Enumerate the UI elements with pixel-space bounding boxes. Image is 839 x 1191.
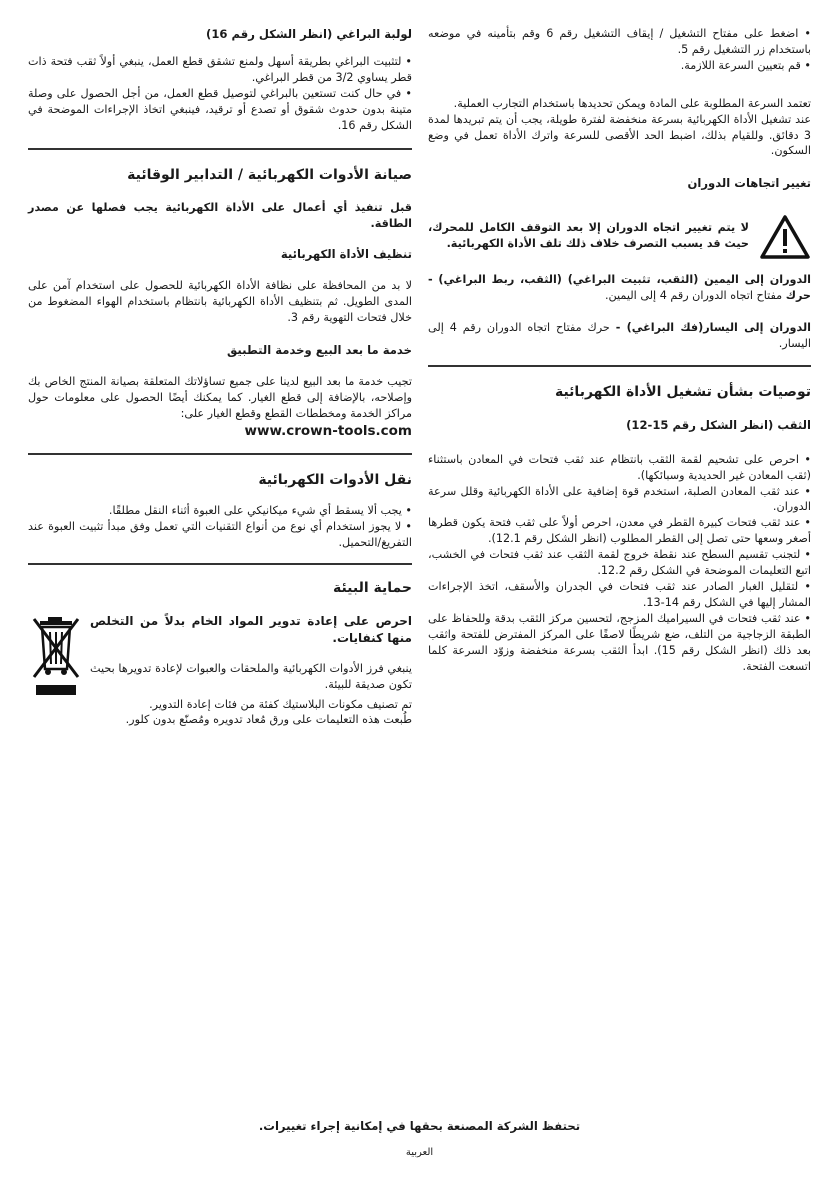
- intro-bullet-1: • اضغط على مفتاح التشغيل / إيقاف التشغيل رقم 6 وقم بتأمينه في موضعه باستخدام زر التشغيل رقم 5.: [428, 27, 811, 56]
- screwing-bullet-1: • لتثبيت البراغي بطريقة أسهل ولمنع تشقق قطع العمل، ينبغي أولاً ثقب فتحة ذات قطر يساوي 3/2 من قطر البراغي.: [28, 55, 412, 85]
- recommendations-heading: توصيات بشأن تشغيل الأداة الكهربائية: [554, 384, 811, 401]
- service-text: تجيب خدمة ما بعد البيع لدينا على جميع تساؤلاتك المتعلقة بصيانة المنتج الخاص بك وإصلاحه، بالإضافة إلى قطع الغيار. كما يمكنك أيضًا الحصول على معلومات حول مراكز الخدمة ومخططات القطع وقطع الغيار على:: [28, 375, 412, 421]
- rotation-right-paragraph: [428, 272, 811, 304]
- speed-paragraph-2: عند تشغيل الأداة الكهربائية بسرعة منخفضة لفترة طويلة، يجب أن يتم تبريدها لمدة 3 دقائق. وللقيام بذلك، اضبط الحد الأقصى للسرعة واترك الأداة تعمل في وضع السكون.: [428, 112, 811, 158]
- screwing-bullet-2: • في حال كنت تستعين بالبراغي لتوصيل قطع العمل، من أجل الحصول على وصلة متينة بدون حدوث شقوق أو تصدع أو ترقيد، فينبغي اتخاذ الإجراءات الموضحة في الشكل رقم 16.: [28, 87, 412, 133]
- left-column: [28, 26, 412, 728]
- environment-text-1: ينبغي فرز الأدوات الكهربائية والملحقات والعبوات لإعادة تدويرها بحيث تكون صديقة للبيئة.: [90, 661, 412, 691]
- environment-text-block: [90, 613, 412, 693]
- rotation-right-bold: الدوران إلى اليمين (الثقب، تثبيت البراغي) (الثقب، ربط البراغي) - حرك: [428, 272, 811, 302]
- maintenance-heading: صيانة الأدوات الكهربائية / التدابير الوقائية: [127, 166, 412, 183]
- transport-bullet-2: • لا يجوز استخدام أي نوع من أنواع التقنيات التي تعمل وفق مبدأ تثبيت العبوة عند التفريغ/التحميل.: [28, 519, 412, 549]
- footer-notice-wrap: [0, 1118, 839, 1135]
- drilling-bullet-6: • عند ثقب فتحات في السيراميك المزجج، لتحسين مركز الثقب بدقة وللحفاظ على الطبقة الزجاجية من التلف، ضع شريطًا لاصقًا على المركز المفترض للفتحة واثقب بعد ذلك (انظر الشكل رقم 15). ابدأ الثقب بسرعة منخفضة وزوّد السرعة كلما اتسعت الفتحة.: [428, 611, 812, 673]
- warning-triangle-icon: [759, 214, 811, 260]
- drilling-bullet-3: • عند ثقب فتحات كبيرة القطر في معدن، احرص أولاً على ثقب فتحة يكون قطرها أصغر وسعها حتى تصل إلى القطر المطلوب (انظر الشكل رقم 12.1).: [428, 516, 811, 546]
- footer-language-wrap: [0, 1146, 839, 1160]
- rotation-left-bold: الدوران إلى اليسار(فك البراغي) -: [615, 320, 811, 334]
- rotation-heading: تغيير اتجاهات الدوران: [687, 176, 811, 191]
- footer-notice: تحتفظ الشركة المصنعة بحقها في إمكانية إجراء تغييرات.: [258, 1119, 581, 1133]
- website-link[interactable]: www.crown-tools.com: [244, 423, 412, 440]
- transport-heading: نقل الأدوات الكهربائية: [258, 472, 412, 489]
- drilling-heading: الثقب (انظر الشكل رقم 15-12): [626, 418, 811, 433]
- cleaning-heading: تنظيف الأداة الكهربائية: [280, 246, 412, 261]
- recycle-bin-wrap: [28, 613, 84, 706]
- rotation-right-text: مفتاح اتجاه الدوران رقم 4 إلى اليمين.: [604, 288, 783, 302]
- intro-bullet-2: • قم بتعيين السرعة اللازمة.: [680, 58, 811, 72]
- rotation-warning-text: لا يتم تغيير اتجاه الدوران إلا بعد التوقف الكامل للمحرك، حيث قد يسبب التصرف خلاف ذلك تلف الأداة الكهربائية.: [428, 220, 749, 250]
- footer-language: العربية: [405, 1147, 434, 1158]
- screwing-heading: لولبة البراغي (انظر الشكل رقم 16): [206, 27, 412, 41]
- rotation-left-paragraph: [428, 320, 811, 352]
- drilling-bullet-4: • لتجنب تقسيم السطح عند نقطة خروج لقمة الثقب عند ثقب فتحات في الخشب، اتبع التعليمات الموضحة في الشكل رقم 12.2.: [428, 548, 811, 578]
- service-heading: خدمة ما بعد البيع وخدمة التطبيق: [226, 342, 412, 357]
- environment-heading: حماية البيئة: [332, 579, 412, 596]
- drilling-bullet-2: • عند ثقب المعادن الصلبة، استخدم قوة إضافية على الأداة الكهربائية وقلل سرعة الدوران.: [428, 484, 811, 514]
- drilling-bullet-1: • احرص على تشحيم لقمة الثقب بانتظام عند ثقب فتحات في المعادن باستثناء (ثقب المعادن غير الحديدية وسبائكها).: [428, 452, 811, 482]
- rotation-left-text: حرك مفتاح اتجاه الدوران رقم 4 إلى اليسار.: [428, 320, 811, 350]
- drilling-bullet-5: • لتقليل الغبار الصادر عند ثقب فتحات في الجدران والأسقف، اتخذ الإجراءات المشار إليها في الشكل رقم 14-13.: [428, 580, 811, 609]
- crossed-out-bin-icon: [28, 613, 84, 701]
- speed-paragraph-1: تعتمد السرعة المطلوبة على المادة ويمكن تحديدها باستخدام التجارب العملية.: [453, 96, 811, 110]
- cleaning-text: لا بد من المحافظة على نظافة الأداة الكهربائية للحصول على استخدام آمن على المدى الطويل. ثم بتنظيف الأداة الكهربائية بانتظام باستخدام الهواء المضغوط من خلال فتحات التهوية رقم 3.: [28, 279, 412, 324]
- rotation-warning-block: [428, 214, 811, 260]
- environment-text-3: طُبعت هذه التعليمات على ورق مُعاد تدويره ومُصنّع بدون كلور.: [125, 713, 412, 727]
- transport-bullet-1: • يجب ألا يسقط أي شيء ميكانيكي على العبوة أثناء النقل مطلقًا.: [108, 504, 412, 518]
- environment-block: [28, 613, 412, 729]
- right-column: [428, 26, 811, 674]
- environment-text-2: تم تصنيف مكونات البلاستيك كفئة من فئات إعادة التدوير.: [149, 697, 412, 711]
- environment-bold-text: احرص على إعادة تدوير المواد الخام بدلاً من التخلص منها كنفايات.: [90, 613, 412, 645]
- maintenance-warning: قبل تنفيذ أي أعمال على الأداة الكهربائية يجب فصلها عن مصدر الطاقة.: [28, 200, 412, 230]
